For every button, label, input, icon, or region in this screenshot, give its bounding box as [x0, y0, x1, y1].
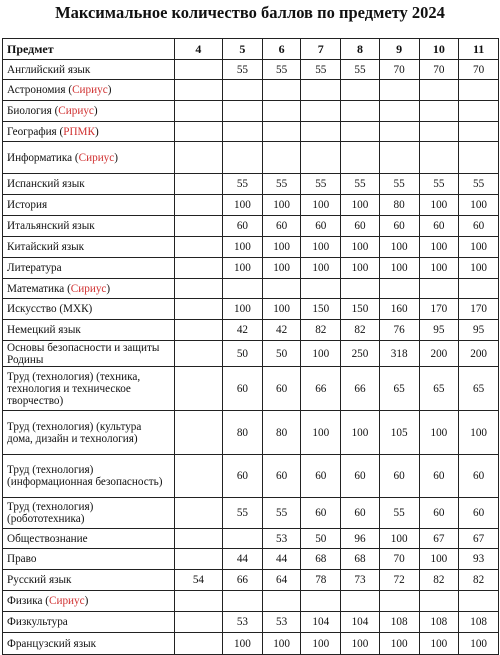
- score-cell: 100: [223, 258, 263, 279]
- score-cell: 68: [301, 549, 341, 570]
- score-cell: [174, 60, 222, 80]
- score-cell: 60: [459, 216, 499, 237]
- subject-cell: Информатика (Сириус): [3, 142, 175, 174]
- header-grade: 8: [341, 39, 380, 60]
- score-cell: [419, 279, 459, 299]
- subject-label: Русский язык: [7, 574, 72, 586]
- subject-cell: [3, 612, 175, 633]
- score-cell: 100: [341, 195, 380, 216]
- score-cell: 60: [419, 216, 459, 237]
- table-row: [3, 612, 499, 633]
- score-cell: 60: [301, 216, 341, 237]
- score-cell: [174, 101, 222, 122]
- score-cell: 100: [341, 411, 380, 455]
- olympiad-source-label: Сириус: [70, 282, 107, 295]
- score-cell: 104: [341, 612, 380, 633]
- score-cell: 160: [379, 299, 419, 320]
- score-cell: 100: [262, 258, 301, 279]
- score-cell: 170: [419, 299, 459, 320]
- score-cell: 55: [223, 498, 263, 529]
- score-cell: 60: [419, 455, 459, 498]
- score-cell: 60: [379, 455, 419, 498]
- score-cell: 150: [301, 299, 341, 320]
- scores-table: [2, 38, 499, 655]
- subject-label: Английский язык: [7, 63, 91, 76]
- subject-cell: [3, 529, 175, 549]
- score-cell: 318: [379, 341, 419, 367]
- table-row: [3, 237, 499, 258]
- score-cell: 60: [459, 498, 499, 529]
- score-cell: 100: [262, 237, 301, 258]
- score-cell: 70: [419, 60, 459, 80]
- subject-cell: Математика (Сириус): [3, 279, 175, 299]
- score-cell: 82: [459, 570, 499, 591]
- score-cell: 100: [301, 258, 341, 279]
- score-cell: [379, 122, 419, 142]
- score-cell: 60: [379, 216, 419, 237]
- score-cell: [301, 591, 341, 612]
- score-cell: 55: [419, 174, 459, 195]
- score-cell: [174, 258, 222, 279]
- score-cell: [223, 101, 263, 122]
- score-cell: 55: [262, 60, 301, 80]
- subject-label: Основы безопасности и защиты Родины: [7, 341, 160, 366]
- score-cell: [341, 279, 380, 299]
- score-cell: 100: [459, 411, 499, 455]
- score-cell: 100: [301, 195, 341, 216]
- score-cell: 100: [341, 237, 380, 258]
- score-cell: [301, 279, 341, 299]
- score-cell: 80: [379, 195, 419, 216]
- score-cell: [223, 142, 263, 174]
- score-cell: 55: [262, 174, 301, 195]
- score-cell: [174, 279, 222, 299]
- score-cell: 42: [223, 320, 263, 341]
- score-cell: 55: [223, 60, 263, 80]
- subject-cell: География (РПМК): [3, 122, 175, 142]
- score-cell: [341, 142, 380, 174]
- score-cell: [301, 142, 341, 174]
- subject-label: Труд (технология) (робототехника): [7, 501, 94, 525]
- score-cell: [174, 195, 222, 216]
- score-cell: 55: [262, 498, 301, 529]
- score-cell: [223, 122, 263, 142]
- subject-cell: [3, 341, 175, 367]
- score-cell: [459, 101, 499, 122]
- table-row: [3, 529, 499, 549]
- table-row: [3, 101, 499, 122]
- score-cell: [174, 529, 222, 549]
- subject-label: Информатика: [7, 151, 73, 164]
- score-cell: [174, 455, 222, 498]
- score-cell: [379, 101, 419, 122]
- score-cell: [262, 279, 301, 299]
- olympiad-source-label: Сириус: [58, 105, 94, 117]
- table-row: [3, 299, 499, 320]
- score-cell: 100: [419, 258, 459, 279]
- score-cell: 250: [341, 341, 380, 367]
- score-cell: [174, 591, 222, 612]
- score-cell: 76: [379, 320, 419, 341]
- score-cell: [174, 320, 222, 341]
- score-cell: [174, 341, 222, 367]
- table-row: [3, 341, 499, 367]
- score-cell: 60: [419, 498, 459, 529]
- score-cell: [341, 591, 380, 612]
- score-cell: 65: [419, 367, 459, 411]
- subject-label: Физкультура: [7, 616, 68, 628]
- score-cell: 80: [262, 411, 301, 455]
- score-cell: 55: [223, 174, 263, 195]
- score-cell: [174, 498, 222, 529]
- table-row: [3, 367, 499, 411]
- header-grade: 4: [174, 39, 222, 60]
- subject-label: Итальянский язык: [7, 220, 95, 232]
- score-cell: 60: [223, 367, 263, 411]
- score-cell: 82: [341, 320, 380, 341]
- score-cell: [459, 142, 499, 174]
- score-cell: 108: [459, 612, 499, 633]
- table-row: [3, 498, 499, 529]
- score-cell: 55: [301, 174, 341, 195]
- score-cell: 100: [223, 299, 263, 320]
- score-cell: 100: [459, 237, 499, 258]
- score-cell: 65: [379, 367, 419, 411]
- score-cell: 66: [341, 367, 380, 411]
- score-cell: [301, 122, 341, 142]
- score-cell: 60: [341, 498, 380, 529]
- score-cell: 55: [341, 174, 380, 195]
- table-row: [3, 591, 499, 612]
- subject-cell: [3, 174, 175, 195]
- subject-label: Китайский язык: [7, 241, 85, 253]
- score-cell: [262, 80, 301, 101]
- score-cell: 67: [419, 529, 459, 549]
- score-cell: 200: [419, 341, 459, 367]
- score-cell: [174, 80, 222, 101]
- score-cell: 53: [262, 529, 301, 549]
- subject-label: Немецкий язык: [7, 324, 81, 336]
- table-row: [3, 216, 499, 237]
- table-row: [3, 411, 499, 455]
- score-cell: 105: [379, 411, 419, 455]
- table-row: [3, 279, 499, 299]
- subject-cell: [3, 570, 175, 591]
- score-cell: [174, 633, 222, 655]
- olympiad-source-label: Сириус: [49, 595, 85, 607]
- score-cell: [223, 279, 263, 299]
- subject-label: Испанский язык: [7, 178, 85, 190]
- score-cell: [301, 101, 341, 122]
- score-cell: [341, 101, 380, 122]
- score-cell: [174, 411, 222, 455]
- score-cell: [174, 122, 222, 142]
- subject-cell: [3, 455, 175, 498]
- score-cell: [223, 529, 263, 549]
- subject-cell: [3, 411, 175, 455]
- score-cell: 44: [223, 549, 263, 570]
- score-cell: [459, 80, 499, 101]
- score-cell: 100: [301, 633, 341, 655]
- score-cell: 100: [459, 195, 499, 216]
- score-cell: [459, 279, 499, 299]
- score-cell: 100: [459, 258, 499, 279]
- subject-cell: [3, 549, 175, 570]
- table-row: [3, 60, 499, 80]
- header-grade: 7: [301, 39, 341, 60]
- score-cell: 108: [419, 612, 459, 633]
- score-cell: [301, 80, 341, 101]
- score-cell: 100: [223, 195, 263, 216]
- score-cell: 95: [459, 320, 499, 341]
- score-cell: 72: [379, 570, 419, 591]
- score-cell: 100: [301, 237, 341, 258]
- score-cell: 60: [341, 216, 380, 237]
- score-cell: 55: [459, 174, 499, 195]
- table-row: [3, 142, 499, 174]
- score-cell: 66: [301, 367, 341, 411]
- score-cell: 50: [223, 341, 263, 367]
- score-cell: 170: [459, 299, 499, 320]
- subject-label: Право: [7, 553, 37, 565]
- subject-cell: [3, 299, 175, 320]
- score-cell: 44: [262, 549, 301, 570]
- subject-cell: [3, 237, 175, 258]
- score-cell: 100: [419, 237, 459, 258]
- score-cell: 100: [223, 237, 263, 258]
- subject-cell: [3, 216, 175, 237]
- score-cell: 100: [379, 529, 419, 549]
- page-title: Максимальное количество баллов по предмету 2024: [55, 3, 445, 22]
- table-row: [3, 122, 499, 142]
- score-cell: 78: [301, 570, 341, 591]
- score-cell: 108: [379, 612, 419, 633]
- score-cell: 100: [379, 237, 419, 258]
- olympiad-source-label: Сириус: [72, 84, 108, 96]
- score-cell: 73: [341, 570, 380, 591]
- score-cell: 60: [262, 367, 301, 411]
- score-cell: 93: [459, 549, 499, 570]
- score-cell: [174, 549, 222, 570]
- score-cell: [262, 101, 301, 122]
- header-subject: Предмет: [3, 39, 175, 60]
- score-cell: [379, 591, 419, 612]
- score-cell: 54: [174, 570, 222, 591]
- subject-label: Труд (технология) (культура дома, дизайн и технология): [7, 420, 142, 445]
- header-grade: 11: [459, 39, 499, 60]
- score-cell: 150: [341, 299, 380, 320]
- subject-label: Литература: [7, 262, 62, 274]
- score-cell: 67: [459, 529, 499, 549]
- score-cell: [262, 122, 301, 142]
- score-cell: 82: [419, 570, 459, 591]
- score-cell: 53: [262, 612, 301, 633]
- subject-label: История: [7, 199, 48, 211]
- subject-cell: [3, 258, 175, 279]
- score-cell: 80: [223, 411, 263, 455]
- score-cell: 55: [301, 60, 341, 80]
- header-grade: 5: [223, 39, 263, 60]
- score-cell: [262, 591, 301, 612]
- score-cell: [379, 279, 419, 299]
- subject-label: Астрономия: [7, 84, 66, 96]
- score-cell: [419, 101, 459, 122]
- score-cell: 42: [262, 320, 301, 341]
- header-grade: 10: [419, 39, 459, 60]
- score-cell: 100: [341, 258, 380, 279]
- score-cell: 100: [262, 195, 301, 216]
- score-cell: 100: [419, 195, 459, 216]
- subject-label: Математика: [7, 282, 65, 295]
- score-cell: [174, 237, 222, 258]
- score-cell: [459, 591, 499, 612]
- subject-cell: [3, 498, 175, 529]
- score-cell: [379, 80, 419, 101]
- score-cell: 55: [341, 60, 380, 80]
- table-row: [3, 633, 499, 655]
- score-cell: 55: [379, 498, 419, 529]
- subject-label: Труд (технология) (техника, технология и техническое творчество): [7, 370, 141, 407]
- score-cell: 50: [301, 529, 341, 549]
- score-cell: [459, 122, 499, 142]
- score-cell: 60: [459, 455, 499, 498]
- score-cell: 60: [341, 455, 380, 498]
- header-grade: 6: [262, 39, 301, 60]
- score-cell: 50: [262, 341, 301, 367]
- score-cell: [174, 174, 222, 195]
- score-cell: 100: [419, 633, 459, 655]
- score-cell: [341, 122, 380, 142]
- subject-cell: Биология (Сириус): [3, 101, 175, 122]
- table-row: [3, 320, 499, 341]
- score-cell: 95: [419, 320, 459, 341]
- score-cell: 66: [223, 570, 263, 591]
- header-grade: 9: [379, 39, 419, 60]
- subject-label: Физика: [7, 595, 43, 607]
- table-row: [3, 549, 499, 570]
- score-cell: [223, 80, 263, 101]
- subject-label: Труд (технология) (информационная безопасность): [7, 464, 163, 488]
- score-cell: 64: [262, 570, 301, 591]
- subject-cell: Физика (Сириус): [3, 591, 175, 612]
- score-cell: [223, 591, 263, 612]
- table-row: [3, 174, 499, 195]
- score-cell: 100: [301, 341, 341, 367]
- score-cell: 68: [341, 549, 380, 570]
- score-cell: [174, 612, 222, 633]
- subject-cell: Астрономия (Сириус): [3, 80, 175, 101]
- table-row: [3, 80, 499, 101]
- score-cell: [174, 216, 222, 237]
- score-cell: 100: [301, 411, 341, 455]
- subject-cell: [3, 633, 175, 655]
- score-cell: 100: [419, 411, 459, 455]
- score-cell: 96: [341, 529, 380, 549]
- score-cell: 100: [262, 299, 301, 320]
- score-cell: 60: [223, 216, 263, 237]
- score-cell: [341, 80, 380, 101]
- score-cell: 100: [419, 549, 459, 570]
- score-cell: 60: [301, 498, 341, 529]
- table-row: [3, 570, 499, 591]
- score-cell: [419, 591, 459, 612]
- subject-label: Биология: [7, 105, 52, 117]
- score-cell: [379, 142, 419, 174]
- score-cell: 100: [459, 633, 499, 655]
- score-cell: 200: [459, 341, 499, 367]
- subject-label: География: [7, 125, 57, 138]
- header-row: [3, 39, 499, 60]
- subject-label: Французский язык: [7, 637, 97, 650]
- score-cell: 82: [301, 320, 341, 341]
- score-cell: 70: [459, 60, 499, 80]
- olympiad-source-label: РПМК: [63, 125, 95, 138]
- score-cell: 100: [379, 633, 419, 655]
- score-cell: 60: [262, 216, 301, 237]
- subject-cell: [3, 195, 175, 216]
- score-cell: [174, 299, 222, 320]
- olympiad-source-label: Сириус: [78, 151, 115, 164]
- score-cell: 70: [379, 549, 419, 570]
- score-cell: 53: [223, 612, 263, 633]
- score-cell: [419, 122, 459, 142]
- score-cell: [419, 80, 459, 101]
- subject-label: Искусство (МХК): [7, 303, 93, 315]
- subject-label: Обществознание: [7, 532, 88, 545]
- score-cell: [174, 367, 222, 411]
- subject-cell: [3, 60, 175, 80]
- subject-cell: [3, 367, 175, 411]
- score-cell: [174, 142, 222, 174]
- score-cell: 100: [223, 633, 263, 655]
- score-cell: 60: [223, 455, 263, 498]
- table-row: [3, 258, 499, 279]
- score-cell: [419, 142, 459, 174]
- score-cell: 65: [459, 367, 499, 411]
- subject-cell: [3, 320, 175, 341]
- score-cell: 104: [301, 612, 341, 633]
- score-cell: 100: [262, 633, 301, 655]
- score-cell: 70: [379, 60, 419, 80]
- score-cell: 100: [379, 258, 419, 279]
- table-row: [3, 455, 499, 498]
- table-row: [3, 195, 499, 216]
- score-cell: 55: [379, 174, 419, 195]
- score-cell: 60: [262, 455, 301, 498]
- score-cell: 100: [341, 633, 380, 655]
- score-cell: [262, 142, 301, 174]
- score-cell: 60: [301, 455, 341, 498]
